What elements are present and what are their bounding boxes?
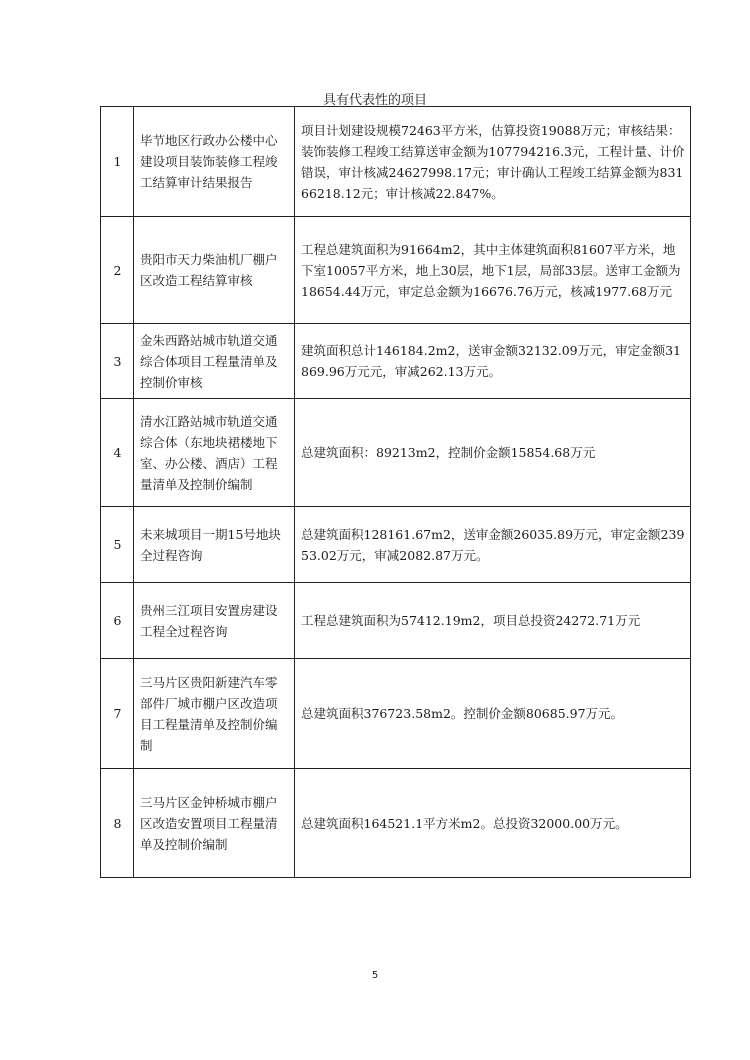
row-number: 2 bbox=[101, 217, 134, 324]
page-number: 5 bbox=[371, 970, 379, 981]
table-row bbox=[101, 107, 691, 217]
project-description: 工程总建筑面积为91664m2，其中主体建筑面积81607平方米，地下室10057平方米，地上30层，地下1层，局部33层。送审工金额为18654.44万元，审定总金额为16676.76万元，核减1977.68万元 bbox=[295, 217, 691, 324]
table-row bbox=[101, 583, 691, 659]
project-name: 金朱西路站城市轨道交通综合体项目工程量清单及控制价审核 bbox=[134, 324, 295, 399]
project-name: 清水江路站城市轨道交通综合体（东地块裙楼地下室、办公楼、酒店）工程量清单及控制价编制 bbox=[134, 399, 295, 507]
project-name: 三马片区贵阳新建汽车零部件厂城市棚户区改造项目工程量清单及控制价编制 bbox=[134, 659, 295, 769]
row-number: 3 bbox=[101, 324, 134, 399]
project-name: 贵阳市天力柴油机厂棚户区改造工程结算审核 bbox=[134, 217, 295, 324]
projects-table bbox=[100, 106, 691, 878]
project-name: 未来城项目一期15号地块全过程咨询 bbox=[134, 507, 295, 583]
table-row bbox=[101, 769, 691, 878]
table-row bbox=[101, 399, 691, 507]
project-description: 总建筑面积376723.58m2。控制价金额80685.97万元。 bbox=[295, 659, 691, 769]
row-number: 6 bbox=[101, 583, 134, 659]
project-description: 总建筑面积：89213m2，控制价金额15854.68万元 bbox=[295, 399, 691, 507]
project-description: 总建筑面积164521.1平方米m2。总投资32000.00万元。 bbox=[295, 769, 691, 878]
project-name: 毕节地区行政办公楼中心建设项目装饰装修工程竣工结算审计结果报告 bbox=[134, 107, 295, 217]
row-number: 4 bbox=[101, 399, 134, 507]
table-row bbox=[101, 324, 691, 399]
table-row bbox=[101, 659, 691, 769]
row-number: 5 bbox=[101, 507, 134, 583]
table-row bbox=[101, 507, 691, 583]
project-name: 三马片区金钟桥城市棚户区改造安置项目工程量清单及控制价编制 bbox=[134, 769, 295, 878]
project-description: 总建筑面积128161.67m2，送审金额26035.89万元，审定金额23953.02万元，审减2082.87万元。 bbox=[295, 507, 691, 583]
project-description: 工程总建筑面积为57412.19m2，项目总投资24272.71万元 bbox=[295, 583, 691, 659]
row-number: 7 bbox=[101, 659, 134, 769]
project-description: 项目计划建设规模72463平方米，估算投资19088万元；审核结果：装饰装修工程竣工结算送审金额为107794216.3元，工程计量、计价错误，审计核减24627998.17元；审计确认工程竣工结算金额为83166218.12元；审计核减22.847%。 bbox=[295, 107, 691, 217]
row-number: 1 bbox=[101, 107, 134, 217]
project-name: 贵州三江项目安置房建设工程全过程咨询 bbox=[134, 583, 295, 659]
project-description: 建筑面积总计146184.2m2，送审金额32132.09万元，审定金额31869.96万元元，审减262.13万元。 bbox=[295, 324, 691, 399]
table-row bbox=[101, 217, 691, 324]
row-number: 8 bbox=[101, 769, 134, 878]
table-title: 具有代表性的项目 bbox=[322, 93, 427, 108]
